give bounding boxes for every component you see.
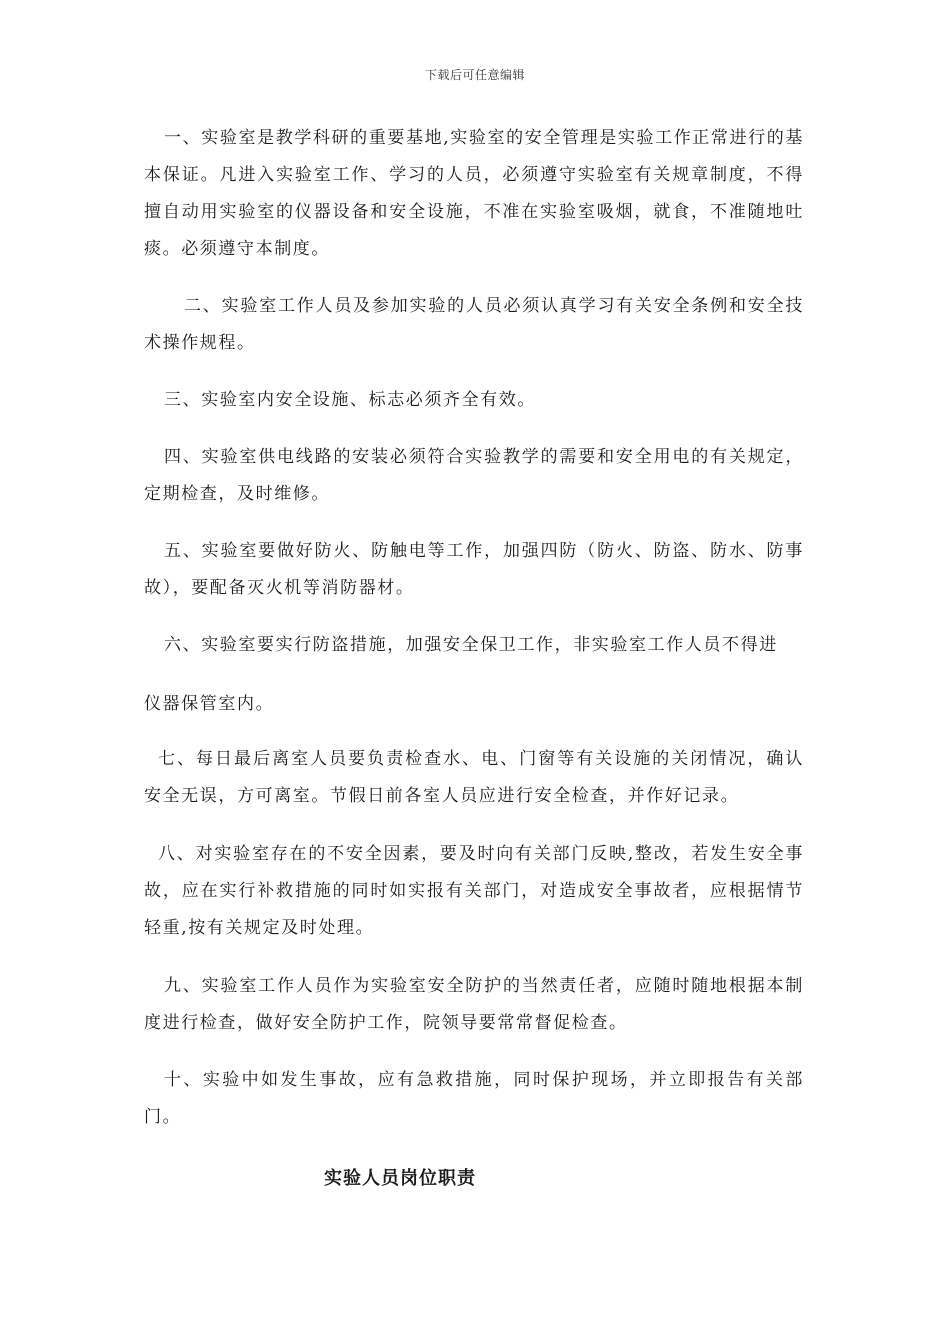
rule-6-continuation: 仪器保管室内。 — [144, 694, 275, 714]
rule-10: 十、实验中如发生事故，应有急救措施，同时保护现场，并立即报告有关部门。 — [144, 1070, 804, 1127]
rule-4: 四、实验室供电线路的安装必须符合实验教学的需要和安全用电的有关规定，定期检查，及时维修。 — [144, 447, 804, 504]
rule-7: 七、每日最后离室人员要负责检查水、电、门窗等有关设施的关闭情况，确认安全无误，方可离室。节假日前各室人员应进行安全检查，并作好记录。 — [144, 749, 804, 806]
rule-5: 五、实验室要做好防火、防触电等工作，加强四防（防火、防盗、防水、防事故），要配备灭火机等消防器材。 — [144, 541, 804, 598]
section-title: 实验人员岗位职责 — [324, 1168, 476, 1189]
rule-1: 一、实验室是教学科研的重要基地,实验室的安全管理是实验工作正常进行的基本保证。凡进入实验室工作、学习的人员，必须遵守实验室有关规章制度，不得擅自动用实验室的仪器设备和安全设施，不准在实验室吸烟，就食，不准随地吐痰。必须遵守本制度。 — [144, 128, 804, 259]
rule-3: 三、实验室内安全设施、标志必须齐全有效。 — [164, 390, 536, 410]
rule-8: 八、对实验室存在的不安全因素，要及时向有关部门反映,整改，若发生安全事故，应在实行补救措施的同时如实报有关部门，对造成安全事故者，应根据情节轻重,按有关规定及时处理。 — [144, 844, 804, 938]
download-note: 下载后可任意编辑 — [424, 68, 525, 82]
rule-2: 二、实验室工作人员及参加实验的人员必须认真学习有关安全条例和安全技术操作规程。 — [144, 296, 804, 353]
rule-9: 九、实验室工作人员作为实验室安全防护的当然责任者，应随时随地根据本制度进行检查，做好安全防护工作，院领导要常常督促检查。 — [144, 976, 804, 1033]
rule-6: 六、实验室要实行防盗措施，加强安全保卫工作，非实验室工作人员不得进 — [164, 635, 778, 655]
